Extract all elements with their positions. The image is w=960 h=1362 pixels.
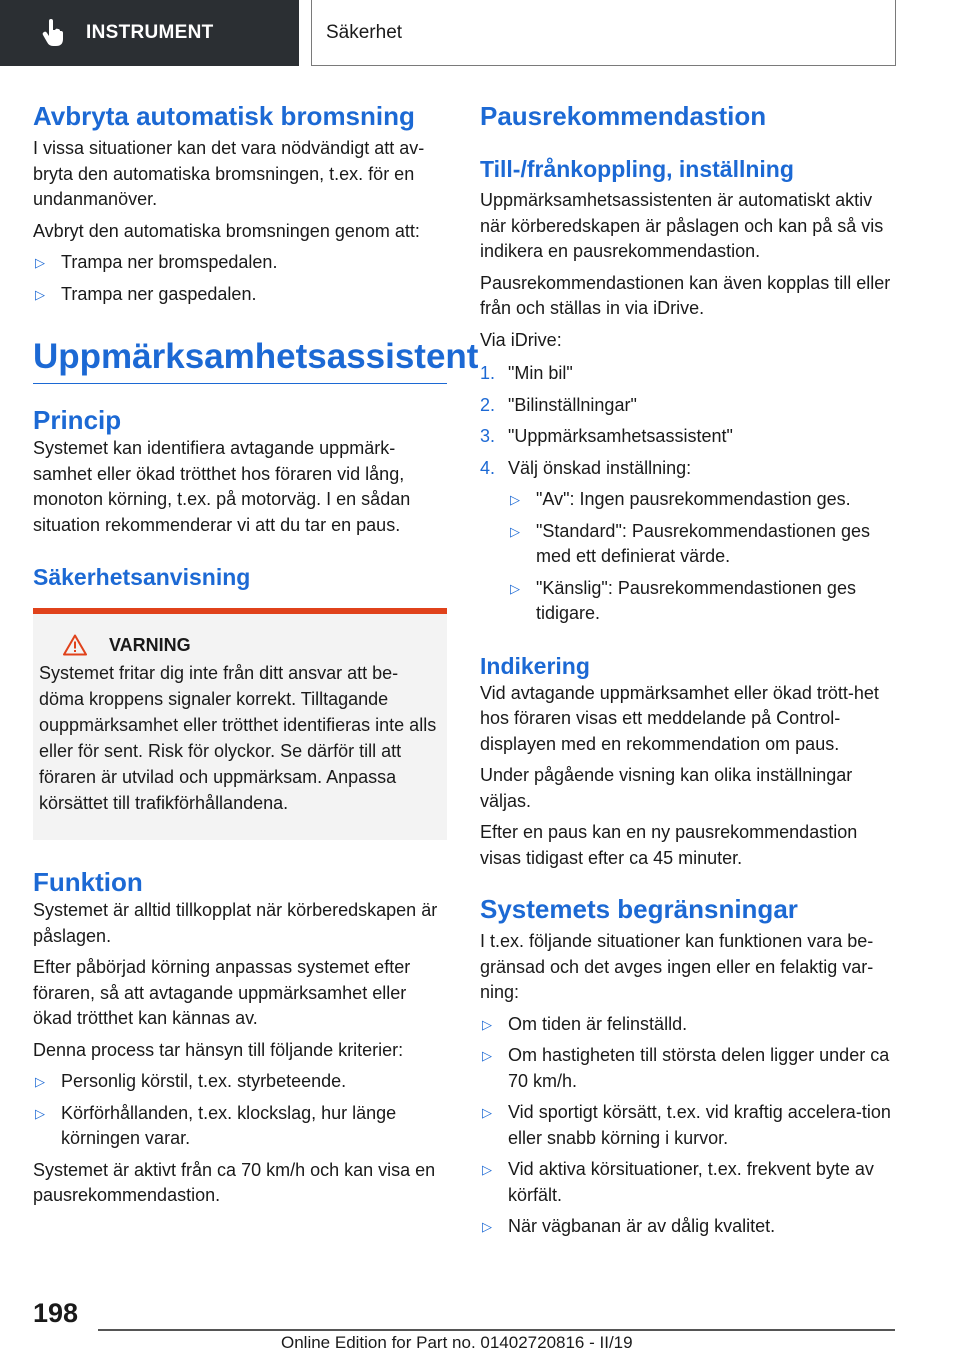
list-item — [480, 1100, 900, 1151]
option-item — [508, 487, 900, 513]
option-text: "Av": Ingen pausrekommendastion ges. — [536, 489, 851, 509]
warning-label: VARNING — [109, 634, 191, 655]
paragraph: Pausrekommendastionen kan även kopplas till eller från och ställas in via iDrive. — [480, 272, 891, 318]
paragraph: Uppmärksamhetsassistenten är automatiskt aktiv när körberedskapen är påslagen och kan på så vis indikera en pausrekommendastion. — [480, 190, 884, 261]
triangle-bullet-icon: ▷ — [35, 1105, 45, 1121]
paragraph: Systemet är alltid tillkopplat när körberedskapen är påslagen. — [33, 900, 438, 946]
criteria-list — [33, 1069, 447, 1152]
left-column — [33, 100, 479, 1209]
triangle-bullet-icon: ▷ — [510, 580, 520, 596]
option-item — [508, 576, 900, 627]
step-text: "Bilinställningar" — [508, 394, 637, 415]
list-item — [33, 1069, 447, 1095]
step-text: "Min bil" — [508, 363, 573, 383]
list-item — [33, 250, 447, 276]
step-item — [480, 456, 900, 627]
triangle-bullet-icon: ▷ — [482, 1219, 492, 1234]
step-number: 1. — [480, 363, 496, 383]
list-item-text: Trampa ner bromspedalen. — [61, 252, 278, 272]
option-item — [508, 519, 900, 570]
list-item-text: Trampa ner gaspedalen. — [61, 283, 257, 304]
list-item-text: Om hastigheten till största delen ligger under ca 70 km/h. — [508, 1045, 890, 1091]
triangle-bullet-icon: ▷ — [482, 1016, 492, 1032]
page-number: 198 — [33, 1298, 79, 1328]
list-item — [480, 1157, 900, 1208]
warning-triangle-icon — [63, 634, 87, 656]
paragraph: Efter en paus kan en ny pausrekommendastion visas tidigast efter ca 45 minuter. — [480, 822, 858, 868]
heading-function: Funktion — [33, 867, 143, 897]
list-item-text: Personlig körstil, t.ex. styrbeteende. — [61, 1071, 347, 1091]
list-item — [480, 1012, 900, 1038]
heading-safety: Säkerhetsanvisning — [33, 564, 251, 590]
paragraph: Efter påbörjad körning anpassas systemet efter föraren, så att avtagande uppmärksamhet eller ökad trötthet kan kännas av. — [33, 957, 411, 1028]
triangle-bullet-icon: ▷ — [35, 255, 45, 270]
idrive-steps — [480, 361, 900, 627]
warning-box — [33, 608, 447, 840]
paragraph: I vissa situationer kan det vara nödvändigt att av-bryta den automatiska bromsningen, t.ex. för en undanmanöver. — [33, 138, 425, 209]
paragraph: Denna process tar hänsyn till följande kriterier: — [33, 1039, 404, 1060]
section-title: Säkerhet — [311, 0, 896, 66]
paragraph: Avbryt den automatiska bromsningen genom att: — [33, 220, 420, 241]
triangle-bullet-icon: ▷ — [510, 492, 520, 507]
warning-header — [63, 634, 439, 656]
edition-note: Online Edition for Part no. 01402720816 - II/19 — [281, 1333, 633, 1352]
heading-indication: Indikering — [480, 652, 590, 679]
step-number: 2. — [480, 394, 496, 415]
setting-options — [508, 487, 900, 627]
heading-abort-braking: Avbryta automatisk bromsning — [33, 101, 415, 131]
paragraph: Systemet kan identifiera avtagande uppmärk-samhet eller ökad trötthet hos föraren vid lång, monoton körning, t.ex. på motorväg. I en sådan situation rekommenderar vi att du tar en paus. — [33, 438, 411, 535]
triangle-bullet-icon: ▷ — [482, 1048, 492, 1063]
heading-attention-assistant: Uppmärksamhetsassistent — [33, 335, 447, 384]
footer-divider — [98, 1329, 895, 1331]
step-number: 3. — [480, 426, 496, 446]
list-item — [480, 1214, 900, 1240]
step-item — [480, 361, 900, 387]
triangle-bullet-icon: ▷ — [482, 1162, 492, 1177]
triangle-bullet-icon: ▷ — [35, 1074, 45, 1089]
right-column — [480, 100, 900, 1240]
list-item-text: Vid aktiva körsituationer, t.ex. frekvent byte av körfält. — [508, 1159, 874, 1205]
option-text: "Känslig": Pausrekommendastionen ges tidigare. — [536, 577, 856, 623]
chapter-tab-label: INSTRUMENT — [86, 22, 214, 43]
step-text: "Uppmärksamhetsassistent" — [508, 426, 733, 446]
paragraph: Systemet är aktivt från ca 70 km/h och kan visa en pausrekommendastion. — [33, 1159, 436, 1205]
step-item — [480, 424, 900, 450]
list-item — [33, 1101, 447, 1152]
heading-pause-recommendation: Pausrekommendastion — [480, 101, 767, 131]
list-item-text: När vägbanan är av dålig kvalitet. — [508, 1216, 776, 1236]
warning-text: Systemet fritar dig inte från ditt ansvar att be-döma kroppens signaler korrekt. Tilltagande ouppmärksamhet eller trötthet identifieras inte alls eller för sent. Risk för olyckor. Se därför till att föraren är utvilad och uppmärksam. Anpassa körsättet till trafikförhållandena. — [39, 663, 437, 813]
limits-list — [480, 1012, 900, 1240]
step-number: 4. — [480, 457, 496, 478]
heading-toggle-setting: Till-/frånkoppling, inställning — [480, 156, 794, 182]
heading-principle: Princip — [33, 405, 122, 435]
abort-list — [33, 250, 447, 307]
list-item-text: Körförhållanden, t.ex. klockslag, hur länge körningen varar. — [61, 1102, 397, 1148]
paragraph: Vid avtagande uppmärksamhet eller ökad trött-het hos föraren visas ett meddelande på Control-displayen med en rekommendation om paus. — [480, 682, 879, 754]
list-item-text: Vid sportigt körsätt, t.ex. vid kraftig accelera-tion eller snabb körning i kurvor. — [508, 1102, 891, 1148]
list-item-text: Om tiden är felinställd. — [508, 1013, 688, 1034]
hand-pointer-icon — [40, 19, 66, 47]
paragraph: Under pågående visning kan olika inställningar väljas. — [480, 765, 853, 811]
step-text: Välj önskad inställning: — [508, 457, 692, 478]
triangle-bullet-icon: ▷ — [35, 286, 45, 302]
paragraph: I t.ex. följande situationer kan funktionen vara be-gränsad och det avges ingen eller en felaktig var-ning: — [480, 931, 874, 1002]
list-item — [33, 282, 447, 308]
triangle-bullet-icon: ▷ — [482, 1105, 492, 1120]
option-text: "Standard": Pausrekommendastionen ges med ett definierat värde. — [536, 520, 870, 566]
chapter-tab[interactable] — [0, 0, 299, 66]
list-item — [480, 1043, 900, 1094]
paragraph: Via iDrive: — [480, 329, 562, 350]
triangle-bullet-icon: ▷ — [510, 523, 520, 539]
step-item — [480, 393, 900, 419]
heading-system-limits: Systemets begränsningar — [480, 894, 798, 924]
